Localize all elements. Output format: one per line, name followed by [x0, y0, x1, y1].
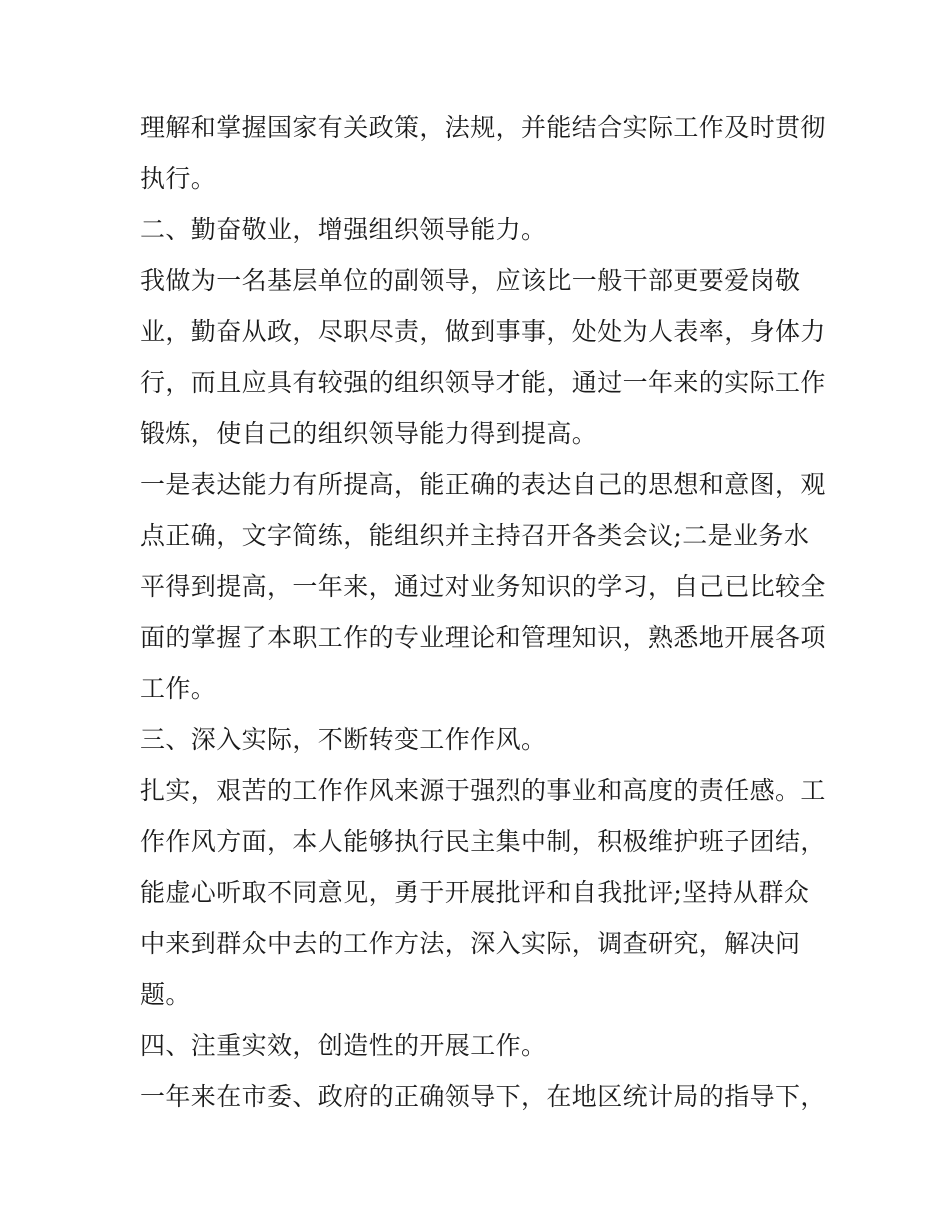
- text-line: 题。: [140, 980, 191, 1009]
- text-line: 中来到群众中去的工作方法，深入实际，调查研究，解决问: [140, 929, 801, 958]
- section-heading: 三、深入实际，不断转变工作作风。: [140, 725, 547, 754]
- text-line: 点正确，文字简练，能组织并主持召开各类会议;二是业务水: [140, 521, 810, 550]
- text-line: 我做为一名基层单位的副领导，应该比一般干部更要爱岗敬: [140, 266, 801, 295]
- text-line: 面的掌握了本职工作的专业理论和管理知识，熟悉地开展各项: [140, 623, 826, 652]
- text-line: 理解和掌握国家有关政策，法规，并能结合实际工作及时贯彻: [140, 113, 826, 142]
- text-line: 扎实，艰苦的工作作风来源于强烈的事业和高度的责任感。工: [140, 776, 826, 805]
- section-heading: 四、注重实效，创造性的开展工作。: [140, 1031, 547, 1060]
- text-line: 锻炼，使自己的组织领导能力得到提高。: [140, 419, 598, 448]
- text-line: 一年来在市委、政府的正确领导下，在地区统计局的指导下，: [140, 1082, 826, 1111]
- text-line: 业，勤奋从政，尽职尽责，做到事事，处处为人表率，身体力: [140, 317, 826, 346]
- text-line: 工作。: [140, 674, 217, 703]
- text-line: 一是表达能力有所提高，能正确的表达自己的思想和意图，观: [140, 470, 826, 499]
- text-line: 行，而且应具有较强的组织领导才能，通过一年来的实际工作: [140, 368, 826, 397]
- text-line: 平得到提高，一年来，通过对业务知识的学习，自己已比较全: [140, 572, 826, 601]
- text-line: 执行。: [140, 164, 217, 193]
- text-line: 能虚心听取不同意见，勇于开展批评和自我批评;坚持从群众: [140, 878, 810, 907]
- section-heading: 二、勤奋敬业，增强组织领导能力。: [140, 215, 547, 244]
- text-line: 作作风方面，本人能够执行民主集中制，积极维护班子团结，: [140, 827, 826, 856]
